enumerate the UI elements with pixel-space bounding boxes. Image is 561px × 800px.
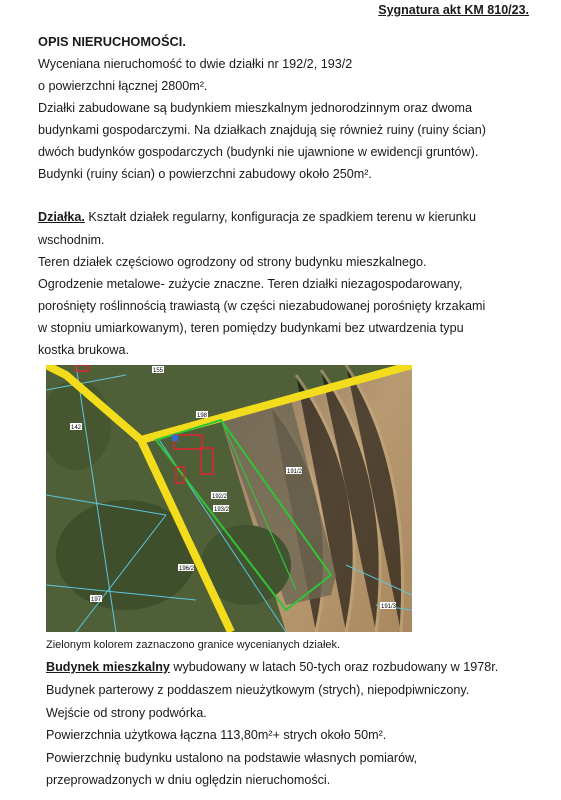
aerial-map xyxy=(46,365,412,632)
building-line: Powierzchnia użytkowa łączna 113,80m²+ strych około 50m². xyxy=(46,728,387,742)
building-marker xyxy=(172,435,178,441)
intro-line: budynkami gospodarczymi. Na działkach znajdują się również ruiny (ruiny ścian) xyxy=(38,123,486,137)
building-text: wybudowany w latach 50-tych oraz rozbudowany w 1978r. xyxy=(169,660,499,674)
plot-line: w stopniu umiarkowanym), teren pomiędzy budynkami bez utwardzenia typu xyxy=(38,321,464,335)
parcel-label: 142 xyxy=(71,425,82,431)
building-label: Budynek mieszkalny xyxy=(46,660,170,674)
parcel-label: 196/2 xyxy=(179,566,195,572)
intro-line: Działki zabudowane są budynkiem mieszkalnym jednorodzinnym oraz dwoma xyxy=(38,101,472,115)
aerial-map-svg xyxy=(46,365,412,632)
intro-line: Wyceniana nieruchomość to dwie działki nr 192/2, 193/2 xyxy=(38,57,353,71)
building-line: przeprowadzonych w dniu oględzin nieruchomości. xyxy=(46,773,331,787)
map-caption: Zielonym kolorem zaznaczono granice wycenianych działek. xyxy=(46,639,341,651)
section-title: OPIS NIERUCHOMOŚCI. xyxy=(38,34,186,49)
plot-line: kostka brukowa. xyxy=(38,343,129,357)
parcel-label: 155 xyxy=(153,368,164,374)
parcel-label: 191/3 xyxy=(381,604,397,610)
plot-line: porośnięty roślinnością trawiastą (w części niezabudowanej porośnięty krzakami xyxy=(38,299,486,313)
plot-line: Ogrodzenie metalowe- zużycie znaczne. Teren działki niezagospodarowany, xyxy=(38,277,463,291)
plot-paragraph-first xyxy=(38,209,476,225)
parcel-label: 198 xyxy=(197,413,208,419)
parcel-label: 191/2 xyxy=(287,469,303,475)
plot-label: Działka. xyxy=(38,210,85,224)
building-line: Powierzchnię budynku ustalono na podstawie własnych pomiarów, xyxy=(46,751,418,765)
building-line: Budynek parterowy z poddaszem nieużytkowym (strych), niepodpiwniczony. xyxy=(46,683,470,697)
intro-line: dwóch budynków gospodarczych (budynki nie ujawnione w ewidencji gruntów). xyxy=(38,145,479,159)
parcel-label: 197 xyxy=(91,597,102,603)
plot-line: Teren działek częściowo ogrodzony od strony budynku mieszkalnego. xyxy=(38,255,427,269)
intro-line: Budynki (ruiny ścian) o powierzchni zabudowy około 250m². xyxy=(38,167,372,181)
plot-text: Kształt działek regularny, konfiguracja ze spadkiem terenu w kierunku xyxy=(84,210,476,224)
parcel-label: 192/2 xyxy=(212,494,228,500)
parcel-label: 193/2 xyxy=(214,507,230,513)
building-paragraph-first xyxy=(46,659,498,675)
building-line: Wejście od strony podwórka. xyxy=(46,706,207,720)
case-signature: Sygnatura akt KM 810/23. xyxy=(378,3,529,17)
plot-line: wschodnim. xyxy=(38,233,105,247)
intro-line: o powierzchni łącznej 2800m². xyxy=(38,79,208,93)
